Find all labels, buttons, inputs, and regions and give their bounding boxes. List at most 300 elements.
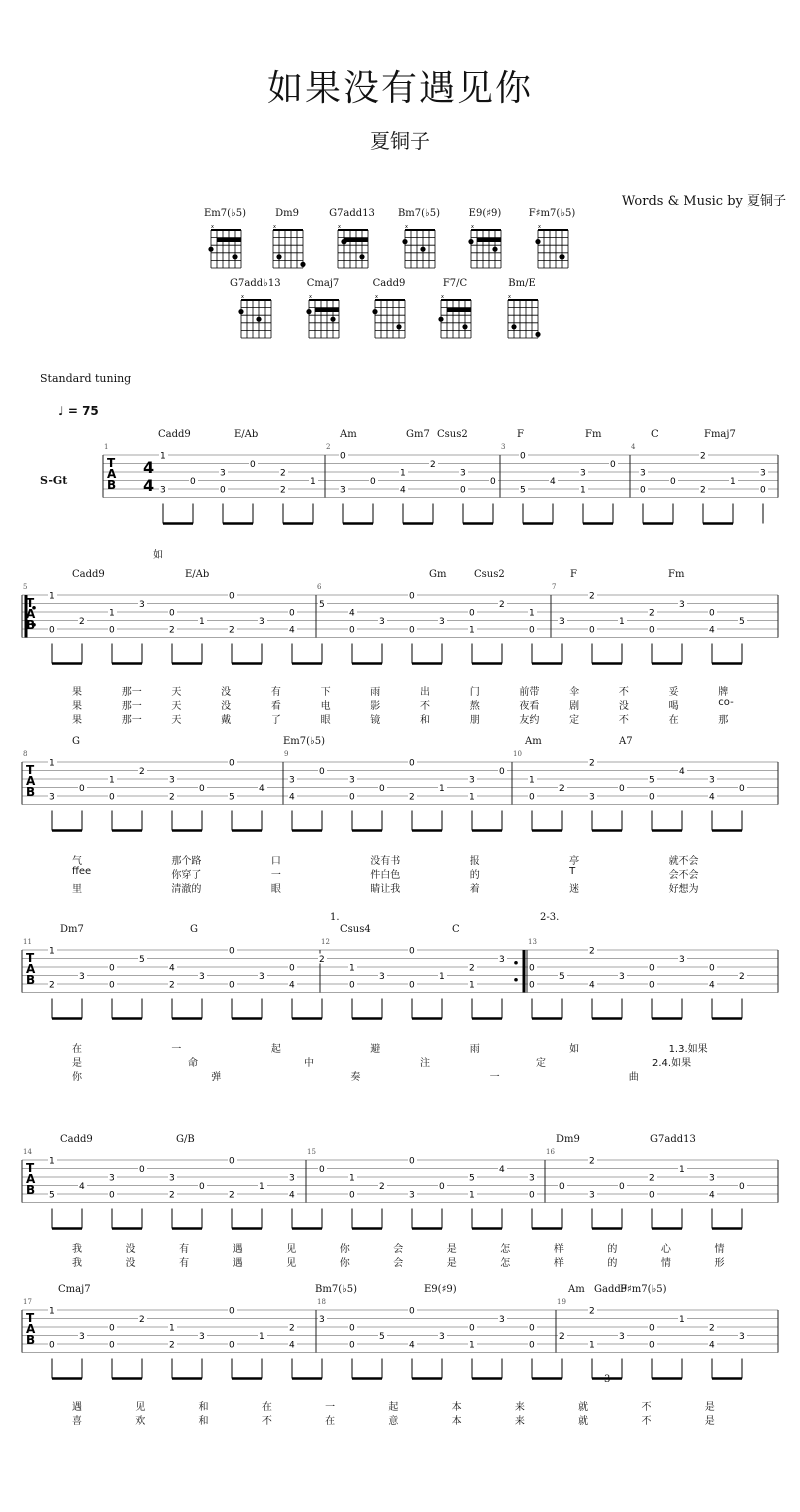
lyric-syllable: 电 <box>320 701 331 712</box>
lyric-syllable: 起 <box>270 1044 281 1055</box>
svg-text:x: x <box>508 294 511 300</box>
fret-number: 1 <box>259 1182 265 1192</box>
lyric-syllable: 是 <box>704 1402 715 1413</box>
fret-number: 0 <box>649 963 655 974</box>
triplet-marker: 3 <box>604 1374 611 1385</box>
fret-number: 4 <box>589 980 595 991</box>
lyric-syllable: 你 <box>339 1258 350 1269</box>
lyric-syllable: 见 <box>286 1244 297 1255</box>
lyric-syllable: 遇 <box>72 1402 82 1413</box>
fret-number: 3 <box>640 468 646 479</box>
fret-number: 2 <box>409 792 415 803</box>
fret-number: 3 <box>739 1332 745 1342</box>
fret-number: 3 <box>79 972 85 982</box>
fret-number: 0 <box>409 591 415 602</box>
fret-number: 0 <box>49 625 55 636</box>
fret-number: 3 <box>259 617 265 627</box>
volta-ending: 1. <box>330 912 340 923</box>
lyric-syllable: 一 <box>325 1402 336 1413</box>
svg-text:x: x <box>405 224 408 230</box>
fret-number: 0 <box>610 460 616 470</box>
lyric-syllable: 奏 <box>350 1072 361 1083</box>
lyric-syllable: 果 <box>72 687 82 698</box>
chord-name: G/B <box>176 1134 195 1145</box>
fret-number: 2 <box>589 946 595 957</box>
chord-diagram-name: F♯m7(♭5) <box>528 208 576 219</box>
chord-name: G7add13 <box>650 1134 696 1145</box>
lyric-syllable: 本 <box>451 1402 462 1413</box>
tab-staff <box>0 930 800 1040</box>
fret-number: 3 <box>469 775 475 786</box>
fret-number: 2 <box>229 625 235 636</box>
chord-name: E/Ab <box>234 429 259 440</box>
fret-number: 1 <box>49 758 55 769</box>
fret-number: 4 <box>79 1182 85 1192</box>
lyric-syllable: 就 <box>578 1402 589 1413</box>
lyric-syllable: 情 <box>714 1244 725 1255</box>
chord-diagram-grid <box>238 294 274 340</box>
svg-text:x: x <box>338 224 341 230</box>
lyric-syllable: 和 <box>198 1416 209 1427</box>
lyric-syllable: 戴 <box>221 715 232 726</box>
lyric-syllable: 情 <box>660 1258 671 1269</box>
measure-number: 10 <box>513 750 522 758</box>
fret-number: 2 <box>280 485 286 496</box>
fret-number: 0 <box>109 792 115 803</box>
lyric-syllable: ffee <box>72 866 92 877</box>
chord-diagram-grid <box>335 224 371 270</box>
fret-number: 3 <box>679 600 685 610</box>
fret-number: 0 <box>760 485 766 496</box>
fret-number: 0 <box>250 460 256 470</box>
fret-number: 1 <box>469 792 475 803</box>
lyric-syllable: 和 <box>420 715 430 726</box>
lyric-syllable: 里 <box>72 884 82 895</box>
tab-clef-letter: T <box>107 456 116 470</box>
tab-clef-letter: B <box>107 478 117 492</box>
chord-name: Csus4 <box>340 924 371 935</box>
fret-number: 4 <box>349 608 355 619</box>
fret-number: 2 <box>169 1190 175 1201</box>
fret-number: 0 <box>349 625 355 636</box>
lyric-syllable: 没 <box>618 701 629 712</box>
fret-number: 3 <box>199 1332 205 1342</box>
chord-name: Am <box>568 1284 585 1295</box>
chord-name: Gadd9 <box>594 1284 628 1295</box>
lyric-syllable: 在 <box>72 1044 82 1055</box>
chord-diagram-name: Cadd9 <box>372 278 406 289</box>
lyric-syllable: 天 <box>171 701 182 712</box>
measure-number: 9 <box>284 750 289 758</box>
lyric-syllable: 我 <box>72 1244 82 1255</box>
chord-name: E9(♯9) <box>424 1284 457 1295</box>
fret-number: 0 <box>349 1340 355 1351</box>
measure-number: 2 <box>326 443 331 451</box>
fret-number: 4 <box>709 625 715 636</box>
fret-number: 3 <box>379 972 385 982</box>
fret-number: 3 <box>289 775 295 786</box>
fret-number: 2 <box>559 784 565 794</box>
fret-number: 0 <box>319 767 325 777</box>
fret-number: 1 <box>730 477 736 487</box>
chord-diagram-name: G7add13 <box>329 208 375 219</box>
fret-number: 5 <box>379 1332 385 1342</box>
fret-number: 1 <box>49 1306 55 1317</box>
fret-number: 0 <box>640 485 646 496</box>
artist-name: 夏铜子 <box>370 129 430 153</box>
fret-number: 2 <box>169 792 175 803</box>
lyric-syllable: 定 <box>569 715 580 726</box>
tab-clef-letter: T <box>26 1161 35 1175</box>
fret-number: 2 <box>469 963 475 974</box>
fret-number: 0 <box>649 792 655 803</box>
lyric-syllable: 就 <box>578 1416 589 1427</box>
lyric-syllable: 会不会 <box>668 870 699 881</box>
lyric-syllable: 的 <box>607 1258 618 1269</box>
chord-diagram-grid <box>402 224 438 270</box>
time-signature: 4 <box>143 476 155 495</box>
fret-number: 2 <box>169 1340 175 1351</box>
chord-name: Am <box>340 429 357 440</box>
chord-diagram-name: Cmaj7 <box>306 278 340 289</box>
fret-number: 4 <box>289 1190 295 1201</box>
lyric-syllable: 前带 <box>519 687 540 698</box>
fret-number: 0 <box>370 477 376 487</box>
lyric-syllable: 着 <box>469 884 480 895</box>
fret-number: 2 <box>289 1323 295 1334</box>
fret-number: 4 <box>289 980 295 991</box>
fret-number: 1 <box>580 485 586 496</box>
fret-number: 0 <box>409 980 415 991</box>
tab-clef-letter: T <box>26 596 35 610</box>
lyric-syllable: 牌 <box>718 687 729 698</box>
lyric-syllable: 的 <box>469 870 480 881</box>
fret-number: 3 <box>589 1190 595 1201</box>
lyric-syllable: 中 <box>304 1058 314 1069</box>
fret-number: 0 <box>109 625 115 636</box>
chord-diagram-name: Bm/E <box>508 278 536 289</box>
measure-number: 7 <box>552 583 557 591</box>
fret-number: 3 <box>439 617 445 627</box>
chord-diagram-grid <box>535 224 571 270</box>
song-title: 如果没有遇见你 <box>266 68 533 109</box>
lyric-syllable: 如 <box>153 550 163 561</box>
fret-number: 3 <box>259 972 265 982</box>
svg-text:x: x <box>471 224 474 230</box>
fret-number: 2 <box>169 980 175 991</box>
lyric-syllable: 形 <box>714 1258 725 1269</box>
fret-number: 0 <box>229 946 235 957</box>
fret-number: 4 <box>709 1190 715 1201</box>
fret-number: 1 <box>619 617 625 627</box>
fret-number: 1 <box>349 963 355 974</box>
lyric-syllable: 眼 <box>320 715 331 726</box>
fret-number: 2 <box>589 1156 595 1167</box>
fret-number: 1 <box>469 625 475 636</box>
measure-number: 12 <box>321 938 330 946</box>
fret-number: 1 <box>310 477 316 487</box>
lyric-syllable: 会 <box>393 1258 404 1269</box>
lyric-syllable: 雨 <box>469 1044 480 1055</box>
lyric-syllable: 朋 <box>469 715 480 726</box>
fret-number: 0 <box>349 1323 355 1334</box>
fret-number: 0 <box>409 1306 415 1317</box>
fret-number: 3 <box>79 1332 85 1342</box>
lyric-syllable: 喝 <box>668 701 679 712</box>
tab-clef-letter: A <box>26 1322 36 1336</box>
chord-name: Em7(♭5) <box>283 736 326 747</box>
chord-name: Dm7 <box>60 924 84 935</box>
fret-number: 2 <box>649 608 655 619</box>
lyric-syllable: 天 <box>171 687 182 698</box>
fret-number: 2 <box>430 460 436 470</box>
lyric-syllable: 了 <box>270 715 281 726</box>
chord-name: Csus2 <box>437 429 468 440</box>
fret-number: 0 <box>559 1182 565 1192</box>
lyric-syllable: 好想为 <box>668 884 699 895</box>
svg-text:x: x <box>309 294 312 300</box>
lyric-syllable: 你 <box>72 1072 82 1083</box>
lyric-syllable: 那 <box>718 715 729 726</box>
chord-diagram-grid <box>208 224 244 270</box>
fret-number: 1 <box>439 784 445 794</box>
lyric-syllable: 那个路 <box>171 856 202 867</box>
fret-number: 0 <box>409 1156 415 1167</box>
lyric-syllable: 本 <box>451 1416 462 1427</box>
lyric-syllable: 有 <box>179 1258 190 1269</box>
fret-number: 5 <box>469 1173 475 1184</box>
lyric-syllable: 不 <box>618 687 629 698</box>
lyric-syllable: 是 <box>446 1244 457 1255</box>
fret-number: 0 <box>229 1156 235 1167</box>
measure-number: 18 <box>317 1298 326 1306</box>
fret-number: 0 <box>520 451 526 462</box>
fret-number: 5 <box>739 617 745 627</box>
chord-name: Dm9 <box>556 1134 580 1145</box>
fret-number: 0 <box>229 591 235 602</box>
lyric-syllable: 不 <box>641 1402 652 1413</box>
fret-number: 5 <box>559 972 565 982</box>
fret-number: 1 <box>439 972 445 982</box>
tab-staff <box>0 742 800 852</box>
fret-number: 0 <box>349 1190 355 1201</box>
measure-number: 11 <box>23 938 32 946</box>
fret-number: 1 <box>400 468 406 479</box>
fret-number: 0 <box>229 1340 235 1351</box>
fret-number: 1 <box>199 617 205 627</box>
lyric-syllable: 在 <box>325 1416 336 1427</box>
lyric-syllable: 你 <box>339 1244 350 1255</box>
tuning-label: Standard tuning <box>40 372 132 385</box>
lyric-syllable: 果 <box>72 715 82 726</box>
lyric-syllable: 没 <box>221 701 232 712</box>
tab-clef-letter: A <box>26 1172 36 1186</box>
fret-number: 0 <box>739 1182 745 1192</box>
fret-number: 0 <box>289 608 295 619</box>
fret-number: 4 <box>169 963 175 974</box>
tab-clef-letter: A <box>26 607 36 621</box>
fret-number: 3 <box>220 468 226 479</box>
tab-staff <box>0 1140 800 1250</box>
lyric-syllable: 样 <box>553 1244 564 1255</box>
fret-number: 0 <box>529 963 535 974</box>
lyric-syllable: 是 <box>704 1416 715 1427</box>
fret-number: 2 <box>379 1182 385 1192</box>
measure-number: 16 <box>546 1148 555 1156</box>
fret-number: 0 <box>649 1323 655 1334</box>
measure-number: 3 <box>501 443 506 451</box>
measure-number: 19 <box>557 1298 566 1306</box>
fret-number: 0 <box>529 1190 535 1201</box>
lyric-syllable: 一 <box>171 1044 182 1055</box>
fret-number: 0 <box>169 608 175 619</box>
chord-name: E/Ab <box>185 569 210 580</box>
chord-name: Cadd9 <box>60 1134 93 1145</box>
fret-number: 3 <box>499 955 505 965</box>
fret-number: 0 <box>649 980 655 991</box>
fret-number: 2 <box>79 617 85 627</box>
fret-number: 0 <box>490 477 496 487</box>
lyric-syllable: 没 <box>125 1244 136 1255</box>
tab-clef-letter: B <box>26 973 36 987</box>
fret-number: 4 <box>499 1165 505 1175</box>
lyric-syllable: 果 <box>72 701 82 712</box>
lyric-syllable: 我 <box>72 1258 82 1269</box>
fret-number: 0 <box>460 485 466 496</box>
fret-number: 1 <box>49 591 55 602</box>
fret-number: 3 <box>169 775 175 786</box>
fret-number: 0 <box>649 1190 655 1201</box>
lyric-syllable: T <box>569 866 576 877</box>
fret-number: 4 <box>550 477 556 487</box>
fret-number: 4 <box>259 784 265 794</box>
fret-number: 0 <box>340 451 346 462</box>
fret-number: 3 <box>289 1173 295 1184</box>
lyric-syllable: 清澈的 <box>171 884 202 895</box>
fret-number: 1 <box>109 608 115 619</box>
svg-text:x: x <box>211 224 214 230</box>
lyric-syllable: 没有书 <box>370 856 401 867</box>
fret-number: 1 <box>259 1332 265 1342</box>
fret-number: 0 <box>619 1182 625 1192</box>
fret-number: 0 <box>229 758 235 769</box>
fret-number: 5 <box>520 485 526 496</box>
lyric-syllable: 那一 <box>121 701 142 712</box>
chord-name: G <box>190 924 198 935</box>
fret-number: 4 <box>679 767 685 777</box>
fret-number: 3 <box>409 1190 415 1201</box>
chord-diagram-grid <box>438 294 474 340</box>
fret-number: 3 <box>679 955 685 965</box>
lyric-syllable: 就不会 <box>668 856 699 867</box>
chord-diagram-name: F7/C <box>442 278 468 289</box>
fret-number: 0 <box>349 792 355 803</box>
fret-number: 3 <box>559 617 565 627</box>
lyric-syllable: 夜看 <box>519 701 540 712</box>
fret-number: 2 <box>169 625 175 636</box>
credits: Words & Music by 夏铜子 <box>621 194 786 209</box>
fret-number: 0 <box>190 477 196 487</box>
fret-number: 2 <box>589 758 595 769</box>
tab-clef-letter: B <box>26 1333 36 1347</box>
lyric-syllable: 没 <box>221 687 232 698</box>
chord-name: F <box>570 569 577 580</box>
fret-number: 3 <box>160 485 166 496</box>
lyric-syllable: 会 <box>393 1244 404 1255</box>
lyric-syllable: 注 <box>420 1058 430 1069</box>
fret-number: 0 <box>139 1165 145 1175</box>
fret-number: 0 <box>529 980 535 991</box>
fret-number: 0 <box>709 608 715 619</box>
fret-number: 0 <box>529 625 535 636</box>
fret-number: 4 <box>289 792 295 803</box>
fret-number: 3 <box>709 775 715 786</box>
fret-number: 3 <box>619 1332 625 1342</box>
chord-name: Cadd9 <box>72 569 105 580</box>
tab-clef-letter: B <box>26 785 36 799</box>
fret-number: 4 <box>289 1340 295 1351</box>
fret-number: 5 <box>49 1190 55 1201</box>
fret-number: 0 <box>229 1306 235 1317</box>
fret-number: 3 <box>460 468 466 479</box>
fret-number: 3 <box>319 1315 325 1325</box>
fret-number: 0 <box>529 792 535 803</box>
chord-diagram-grid <box>270 224 306 270</box>
svg-text:x: x <box>273 224 276 230</box>
lyric-syllable: 不 <box>261 1416 272 1427</box>
lyric-syllable: 怎 <box>500 1258 511 1269</box>
lyric-syllable: 口 <box>270 856 281 867</box>
chord-name: Csus2 <box>474 569 505 580</box>
fret-number: 1 <box>679 1315 685 1325</box>
measure-number: 5 <box>23 583 28 591</box>
chord-diagram-name: Dm9 <box>275 208 299 219</box>
lyric-syllable: 迷 <box>569 884 580 895</box>
lyric-syllable: 影 <box>370 701 381 712</box>
tab-clef-letter: T <box>26 763 35 777</box>
lyric-syllable: 不 <box>641 1416 652 1427</box>
fret-number: 3 <box>139 600 145 610</box>
fret-number: 0 <box>529 1323 535 1334</box>
fret-number: 3 <box>619 972 625 982</box>
fret-number: 0 <box>109 1340 115 1351</box>
tab-clef-letter: T <box>26 1311 35 1325</box>
lyric-syllable: 心 <box>660 1244 671 1255</box>
fret-number: 4 <box>400 485 406 496</box>
tempo-marking: ♩ = 75 <box>58 404 99 418</box>
fret-number: 2 <box>280 468 286 479</box>
fret-number: 3 <box>439 1332 445 1342</box>
tab-clef-letter: A <box>26 962 36 976</box>
chord-name: Fmaj7 <box>704 429 736 440</box>
chord-diagram-grid <box>468 224 504 270</box>
chord-diagram-name: Em7(♭5) <box>203 208 247 219</box>
lyric-syllable: 弹 <box>211 1072 222 1083</box>
fret-number: 1 <box>469 1340 475 1351</box>
fret-number: 1 <box>49 1156 55 1167</box>
fret-number: 0 <box>79 784 85 794</box>
lyric-syllable: 熬 <box>469 701 480 712</box>
fret-number: 2 <box>49 980 55 991</box>
fret-number: 0 <box>499 767 505 777</box>
fret-number: 3 <box>49 792 55 803</box>
lyric-syllable: 来 <box>514 1416 525 1427</box>
lyric-syllable: 有 <box>270 687 281 698</box>
fret-number: 3 <box>109 1173 115 1184</box>
lyric-syllable: 来 <box>514 1402 525 1413</box>
volta-ending: 2-3. <box>540 912 560 923</box>
lyric-syllable: 如 <box>569 1044 580 1055</box>
